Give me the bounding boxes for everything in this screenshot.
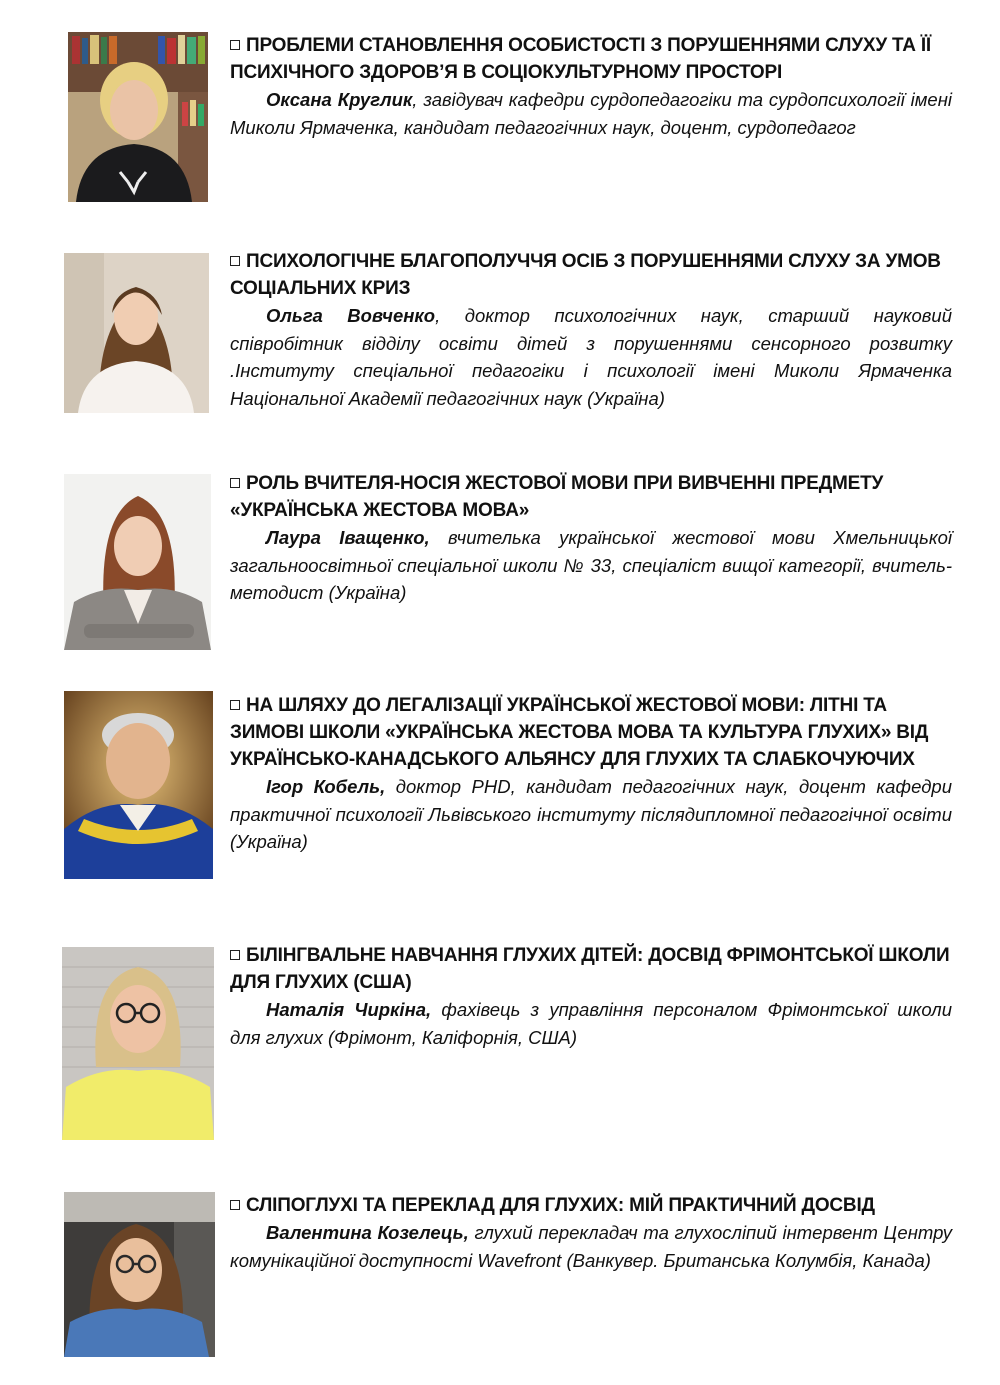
speaker-photo [64,474,211,650]
talk-title: РОЛЬ ВЧИТЕЛЯ-НОСІЯ ЖЕСТОВОЇ МОВИ ПРИ ВИВЧЕННІ ПРЕДМЕТУ «УКРАЇНСЬКА ЖЕСТОВА МОВА» [230,473,884,521]
speaker-name: Оксана Круглик [266,89,413,110]
speaker-description: Наталія Чиркіна, фахівець з управління персоналом Фрімонтської школи для глухих (Фрімонт, Каліфорнія, США) [230,999,952,1048]
talk-title: НА ШЛЯХУ ДО ЛЕГАЛІЗАЦІЇ УКРАЇНСЬКОЇ ЖЕСТОВОЇ МОВИ: ЛІТНІ ТА ЗИМОВІ ШКОЛИ «УКРАЇНСЬКА ЖЕСТОВА МОВА ТА КУЛЬТУРА ГЛУХИХ» ВІД УКРАЇНСЬКО-КАНАДСЬКОГО АЛЬЯНСУ ДЛЯ ГЛУХИХ ТА СЛАБКОЧУЮЧИХ [230,695,929,770]
speaker-name: Валентина Козелець, [266,1222,469,1243]
speaker-name: Ольга Вовченко [266,305,436,326]
speaker-photo [64,1192,215,1357]
speaker-description: Ігор Кобель, доктор PHD, кандидат педагогічних наук, доцент кафедри практичної психології Львівського інституту післядипломної педагогічної освіти (Україна) [230,776,953,852]
checkbox-bullet-icon [230,478,240,488]
checkbox-bullet-icon [230,1200,240,1210]
speaker-description: Оксана Круглик, завідувач кафедри сурдопедагогіки та сурдопсихології імені Миколи Ярмаченка, кандидат педагогічних наук, доцент, сурдопедагог [230,89,952,138]
speaker-photo [64,691,213,879]
speaker-description: Ольга Вовченко, доктор психологічних наук, старший науковий співробітник відділу освіти дітей з порушеннями сенсорного розвитку .Інституту спеціальної педагогіки і психології імені Миколи Ярмаченка Національної Академії педагогічних наук (Україна) [230,305,953,409]
talk-title: СЛІПОГЛУХІ ТА ПЕРЕКЛАД ДЛЯ ГЛУХИХ: МІЙ ПРАКТИЧНИЙ ДОСВІД [230,1192,952,1219]
speaker-description: Валентина Козелець, глухий перекладач та глухосліпий інтервент Центру комунікаційної доступності Wavefront (Ванкувер. Британська Колумбія, Канада) [230,1222,953,1271]
checkbox-bullet-icon [230,40,240,50]
talk-title: ПСИХОЛОГІЧНЕ БЛАГОПОЛУЧЧЯ ОСІБ З ПОРУШЕННЯМИ СЛУХУ ЗА УМОВ СОЦІАЛЬНИХ КРИЗ [230,251,941,299]
talk-title: ПРОБЛЕМИ СТАНОВЛЕННЯ ОСОБИСТОСТІ З ПОРУШЕННЯМИ СЛУХУ ТА ЇЇ ПСИХІЧНОГО ЗДОРОВ’Я В СОЦІОКУЛЬТУРНОМУ ПРОСТОРІ [230,35,931,83]
speaker-photo [68,32,208,202]
speaker-name: Наталія Чиркіна, [266,999,432,1020]
checkbox-bullet-icon [230,950,240,960]
checkbox-bullet-icon [230,256,240,266]
speaker-description: Лаура Іващенко, вчителька української жестової мови Хмельницької загальноосвітньої спеціальної школи № 33, спеціаліст вищої категорії, вчитель-методист (Україна) [230,527,952,603]
speaker-photo [62,947,214,1140]
speaker-photo [64,253,209,413]
talk-title: БІЛІНГВАЛЬНЕ НАВЧАННЯ ГЛУХИХ ДІТЕЙ: ДОСВІД ФРІМОНТСЬКОЇ ШКОЛИ ДЛЯ ГЛУХИХ (США) [230,945,950,993]
speaker-name: Ігор Кобель, [266,776,386,797]
speaker-name: Лаура Іващенко, [266,527,430,548]
checkbox-bullet-icon [230,700,240,710]
